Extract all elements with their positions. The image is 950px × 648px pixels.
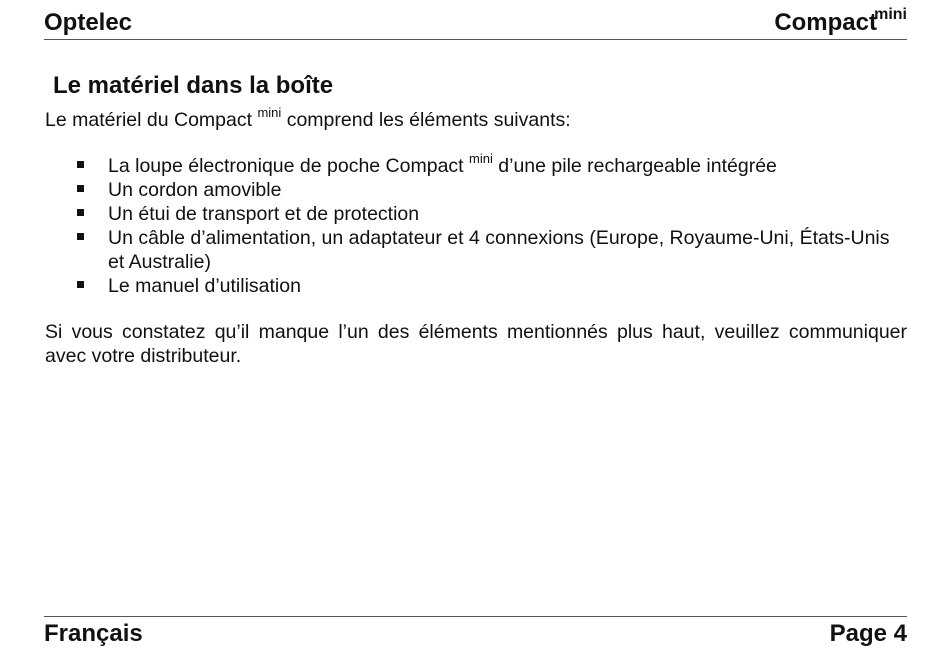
page-footer [44,616,907,648]
list-item [45,274,907,298]
list-item [45,150,907,178]
list-item [45,178,907,202]
section-title: Le matériel dans la boîte [53,72,334,99]
footer-language: Français [44,620,143,647]
intro-text-after: comprend les éléments suivants: [281,109,571,131]
header-product: Compact [774,9,877,36]
intro-text-before: Le matériel du Compact [45,109,258,131]
list-item [45,202,907,226]
header-brand: Optelec [44,9,133,36]
list-item-text: Le manuel d’utilisation [108,275,301,297]
square-bullet-icon [77,209,84,216]
list-item-text: Un câble d’alimentation, un adaptateur et 4 connexions (Europe, Royaume-Uni, États-Unis et Australie) [108,227,890,273]
closing-paragraph: Si vous constatez qu’il manque l’un des éléments mentionnés plus haut, veuillez communiquer avec votre distributeur. [45,321,907,367]
intro-paragraph [45,104,907,132]
list-item [45,226,907,274]
intro-superscript: mini [257,104,282,120]
contents-list [45,150,907,298]
list-item-text: Un cordon amovible [108,179,282,201]
list-item-text-before: La loupe électronique de poche Compact [108,155,469,177]
square-bullet-icon [77,281,84,288]
main-content [45,72,907,368]
header-product-superscript: mini [874,6,907,23]
square-bullet-icon [77,185,84,192]
list-item-text: Un étui de transport et de protection [108,203,420,225]
footer-page-number: Page 4 [829,620,907,647]
list-item-text-after: d’une pile rechargeable intégrée [492,155,777,177]
page-header [44,0,907,40]
square-bullet-icon [77,161,84,168]
list-item-superscript: mini [469,150,493,166]
square-bullet-icon [77,233,84,240]
